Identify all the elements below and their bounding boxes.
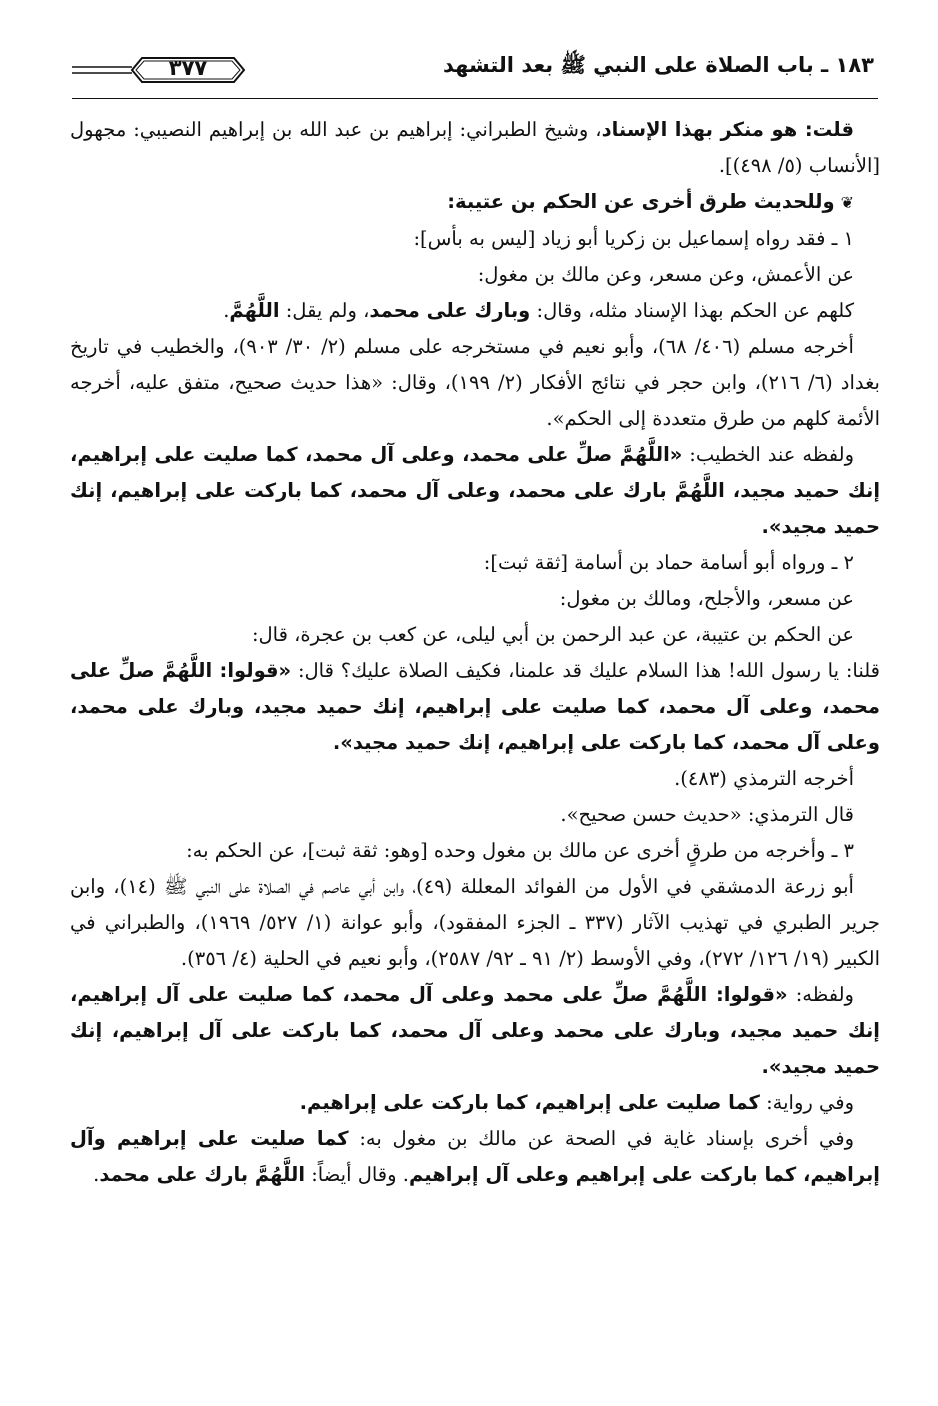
paragraph-hadith-text bbox=[70, 437, 880, 545]
section-heading-text: وللحديث طرق أخرى عن الحكم بن عتيبة: bbox=[447, 190, 835, 213]
bold-span: وبارك على محمد bbox=[369, 299, 531, 322]
paragraph bbox=[70, 1085, 880, 1121]
paragraph: عن مسعر، والأجلح، ومالك بن مغول: bbox=[559, 587, 854, 610]
paragraph: عن الأعمش، وعن مسعر، وعن مالك بن مغول: bbox=[477, 263, 854, 286]
text-span: وفي رواية: bbox=[759, 1091, 854, 1114]
text-span: كلهم عن الحكم بهذا الإسناد مثله، وقال: bbox=[530, 299, 854, 322]
text-span: . وقال أيضاً: bbox=[305, 1163, 409, 1186]
page-header bbox=[70, 46, 882, 96]
section-heading bbox=[70, 184, 880, 221]
text-span: ، ولم يقل: bbox=[279, 299, 370, 322]
paragraph: ٣ ـ وأخرجه من طرقٍ أخرى عن مالك بن مغول وحده [وهو: ثقة ثبت]، عن الحكم به: bbox=[186, 839, 854, 862]
note-text: ، وشيخ الطبراني: إبراهيم بن عبد الله بن إبراهيم النصيبي: مجهول [الأنساب (٥/ ٤٩٨)]. bbox=[70, 118, 880, 177]
bold-span: اللَّهُمَّ bbox=[229, 299, 280, 322]
paragraph-hadith-text bbox=[70, 977, 880, 1085]
paragraph-hadith-text bbox=[70, 653, 880, 761]
note-verdict: هو منكر بهذا الإسناد bbox=[601, 118, 798, 141]
paragraph bbox=[70, 293, 880, 329]
text-span: قلنا: يا رسول الله! هذا السلام عليك قد علمنا، فكيف الصلاة عليك؟ قال: bbox=[291, 659, 880, 682]
hadith-text: «قولوا: اللَّهُمَّ صلِّ على محمد وعلى آل محمد، كما صليت على آل إبراهيم، إنك حميد مجيد، وبارك على محمد وعلى آل محمد، كما باركت على آل إبراهيم، إنك حميد مجيد». bbox=[70, 983, 880, 1078]
text-span: . bbox=[93, 1163, 100, 1186]
bold-span: كما صليت على إبراهيم وآل إبراهيم، كما باركت على إبراهيم وعلى آل إبراهيم bbox=[70, 1127, 880, 1186]
paragraph: ٢ ـ ورواه أبو أسامة حماد بن أسامة [ثقة ثبت]: bbox=[483, 551, 854, 574]
paragraph-note bbox=[70, 112, 880, 184]
text-span: وفي أخرى بإسناد غاية في الصحة عن مالك بن مغول به: bbox=[348, 1127, 855, 1150]
text-span: ولفظه عند الخطيب: bbox=[682, 443, 855, 466]
text-span: ولفظه: bbox=[787, 983, 854, 1006]
running-title: ١٨٣ ـ باب الصلاة على النبي ﷺ بعد التشهد bbox=[442, 53, 874, 77]
note-label: قلت: bbox=[797, 118, 854, 141]
leaf-icon: ❦ bbox=[840, 193, 854, 212]
page-body bbox=[70, 112, 880, 1193]
paragraph bbox=[70, 1121, 880, 1193]
bold-span: كما صليت على إبراهيم، كما باركت على إبراهيم. bbox=[299, 1091, 760, 1114]
hadith-text: «قولوا: اللَّهُمَّ صلِّ على محمد، وعلى آل محمد، كما صليت على إبراهيم، إنك حميد مجيد، وبارك على محمد، وعلى آل محمد، كما باركت على إبراهيم، إنك حميد مجيد». bbox=[70, 659, 880, 754]
paragraph: عن الحكم بن عتيبة، عن عبد الرحمن بن أبي ليلى، عن كعب بن عجرة، قال: bbox=[251, 623, 854, 646]
text-span: . bbox=[223, 299, 230, 322]
paragraph-citation: أبو زرعة الدمشقي في الأول من الفوائد المعللة (٤٩)، وابن أبي عاصم في الصلاة على النبي ﷺ (١٤)، وابن جرير الطبري في تهذيب الآثار (٣٣٧ ـ الجزء المفقود)، وأبو عوانة (١/ ٥٢٧/ ١٩٦٩)، والطبراني في الكبير (١٩/ ١٢٦/ ٢٧٢)، وفي الأوسط (٢/ ٩١ ـ ٩٢/ ٢٥٨٧)، وأبو نعيم في الحلية (٤/ ٣٥٦). bbox=[70, 875, 880, 970]
paragraph: قال الترمذي: «حديث حسن صحيح». bbox=[560, 803, 854, 826]
paragraph-citation: أخرجه مسلم (٤٠٦/ ٦٨)، وأبو نعيم في مستخرجه على مسلم (٢/ ٣٠/ ٩٠٣)، والخطيب في تاريخ بغداد (٦/ ٢١٦)، وابن حجر في نتائج الأفكار (٢/ ١٩٩)، وقال: «هذا حديث صحيح، متفق عليه، أخرجه الأئمة كلهم من طرق متعددة إلى الحكم». bbox=[70, 335, 880, 430]
page-number: ٣٧٧ bbox=[168, 56, 208, 80]
page-number-ornament bbox=[70, 50, 270, 90]
paragraph: ١ ـ فقد رواه إسماعيل بن زكريا أبو زياد [ليس به بأس]: bbox=[413, 227, 854, 250]
paragraph-citation: أخرجه الترمذي (٤٨٣). bbox=[674, 767, 854, 790]
header-divider bbox=[72, 98, 878, 99]
hadith-text: «اللَّهُمَّ صلِّ على محمد، وعلى آل محمد، كما صليت على إبراهيم، إنك حميد مجيد، اللَّهُمَّ بارك على محمد، وعلى آل محمد، كما باركت على إبراهيم، إنك حميد مجيد». bbox=[70, 443, 880, 538]
bold-span: اللَّهُمَّ بارك على محمد bbox=[99, 1163, 306, 1186]
